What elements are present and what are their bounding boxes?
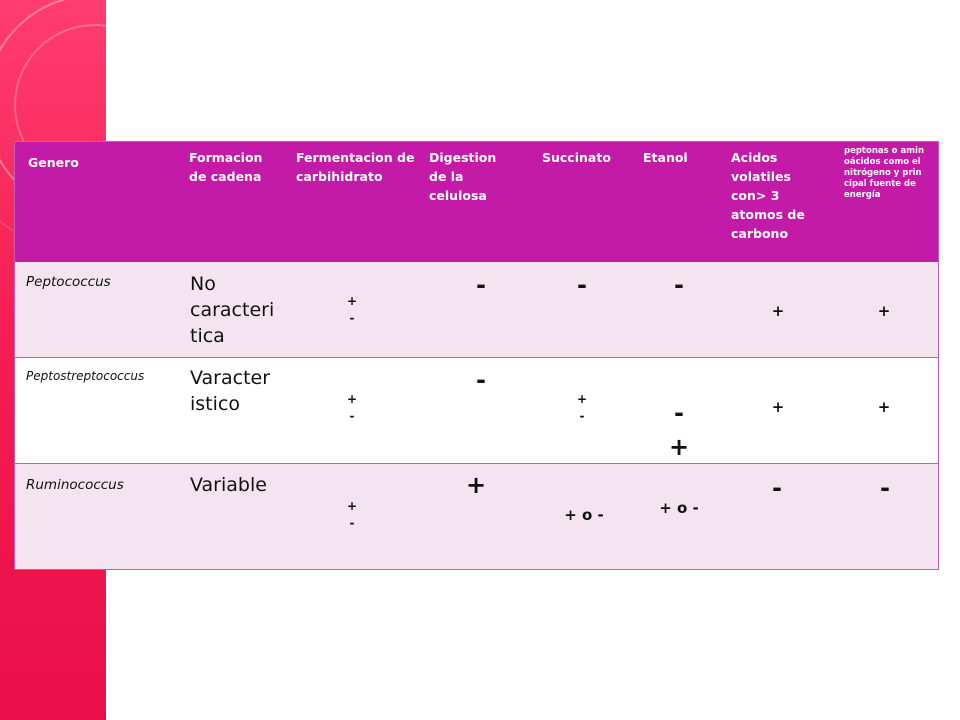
peptones-cell: + — [877, 398, 891, 416]
ethanol-cell: - — [674, 271, 684, 299]
fermentation-cell: + - — [346, 392, 358, 423]
genus-cell: Ruminococcus — [26, 477, 124, 493]
header-etanol: Etanol — [643, 150, 688, 165]
cellulose-digestion-cell: - — [476, 366, 486, 394]
cellulose-digestion-cell: - — [476, 271, 486, 299]
chain-formation-cell: No caracteri tica — [190, 273, 275, 347]
succinate-cell: + - — [576, 392, 588, 423]
header-acidos-volatiles: Acidos volatiles con> 3 atomos de carbono — [731, 150, 805, 241]
peptones-cell: + — [877, 302, 891, 320]
header-digestion-celulosa: Digestion de la celulosa — [429, 150, 497, 203]
volatile-acids-cell: - — [772, 474, 782, 502]
cellulose-digestion-cell: + — [465, 471, 487, 499]
genus-cell: Peptococcus — [26, 274, 111, 290]
row-divider — [14, 357, 939, 358]
header-formacion-cadena: Formacion de cadena — [189, 150, 263, 184]
genus-comparison-table — [14, 141, 939, 570]
chain-formation-cell: Variable — [190, 474, 267, 496]
fermentation-cell: + - — [346, 294, 358, 325]
volatile-acids-cell: + — [771, 302, 785, 320]
succinate-cell: + o - — [564, 506, 604, 524]
volatile-acids-cell: + — [771, 398, 785, 416]
ethanol-cell: + o - — [659, 499, 699, 517]
ethanol-cell: - + — [668, 399, 690, 461]
header-fermentacion: Fermentacion de carbihidrato — [296, 150, 415, 184]
succinate-cell: - — [577, 271, 587, 299]
chain-formation-cell: Varacter istico — [190, 367, 271, 415]
row-divider — [14, 463, 939, 464]
peptones-cell: - — [880, 474, 890, 502]
genus-cell: Peptostreptococcus — [26, 369, 145, 383]
header-peptonas: peptonas o amin oácidos como el nitrógeno y prin cipal fuente de energía — [844, 146, 924, 200]
fermentation-cell: + - — [346, 499, 358, 530]
header-succinato: Succinato — [542, 150, 611, 165]
header-genero: Genero — [28, 155, 79, 170]
